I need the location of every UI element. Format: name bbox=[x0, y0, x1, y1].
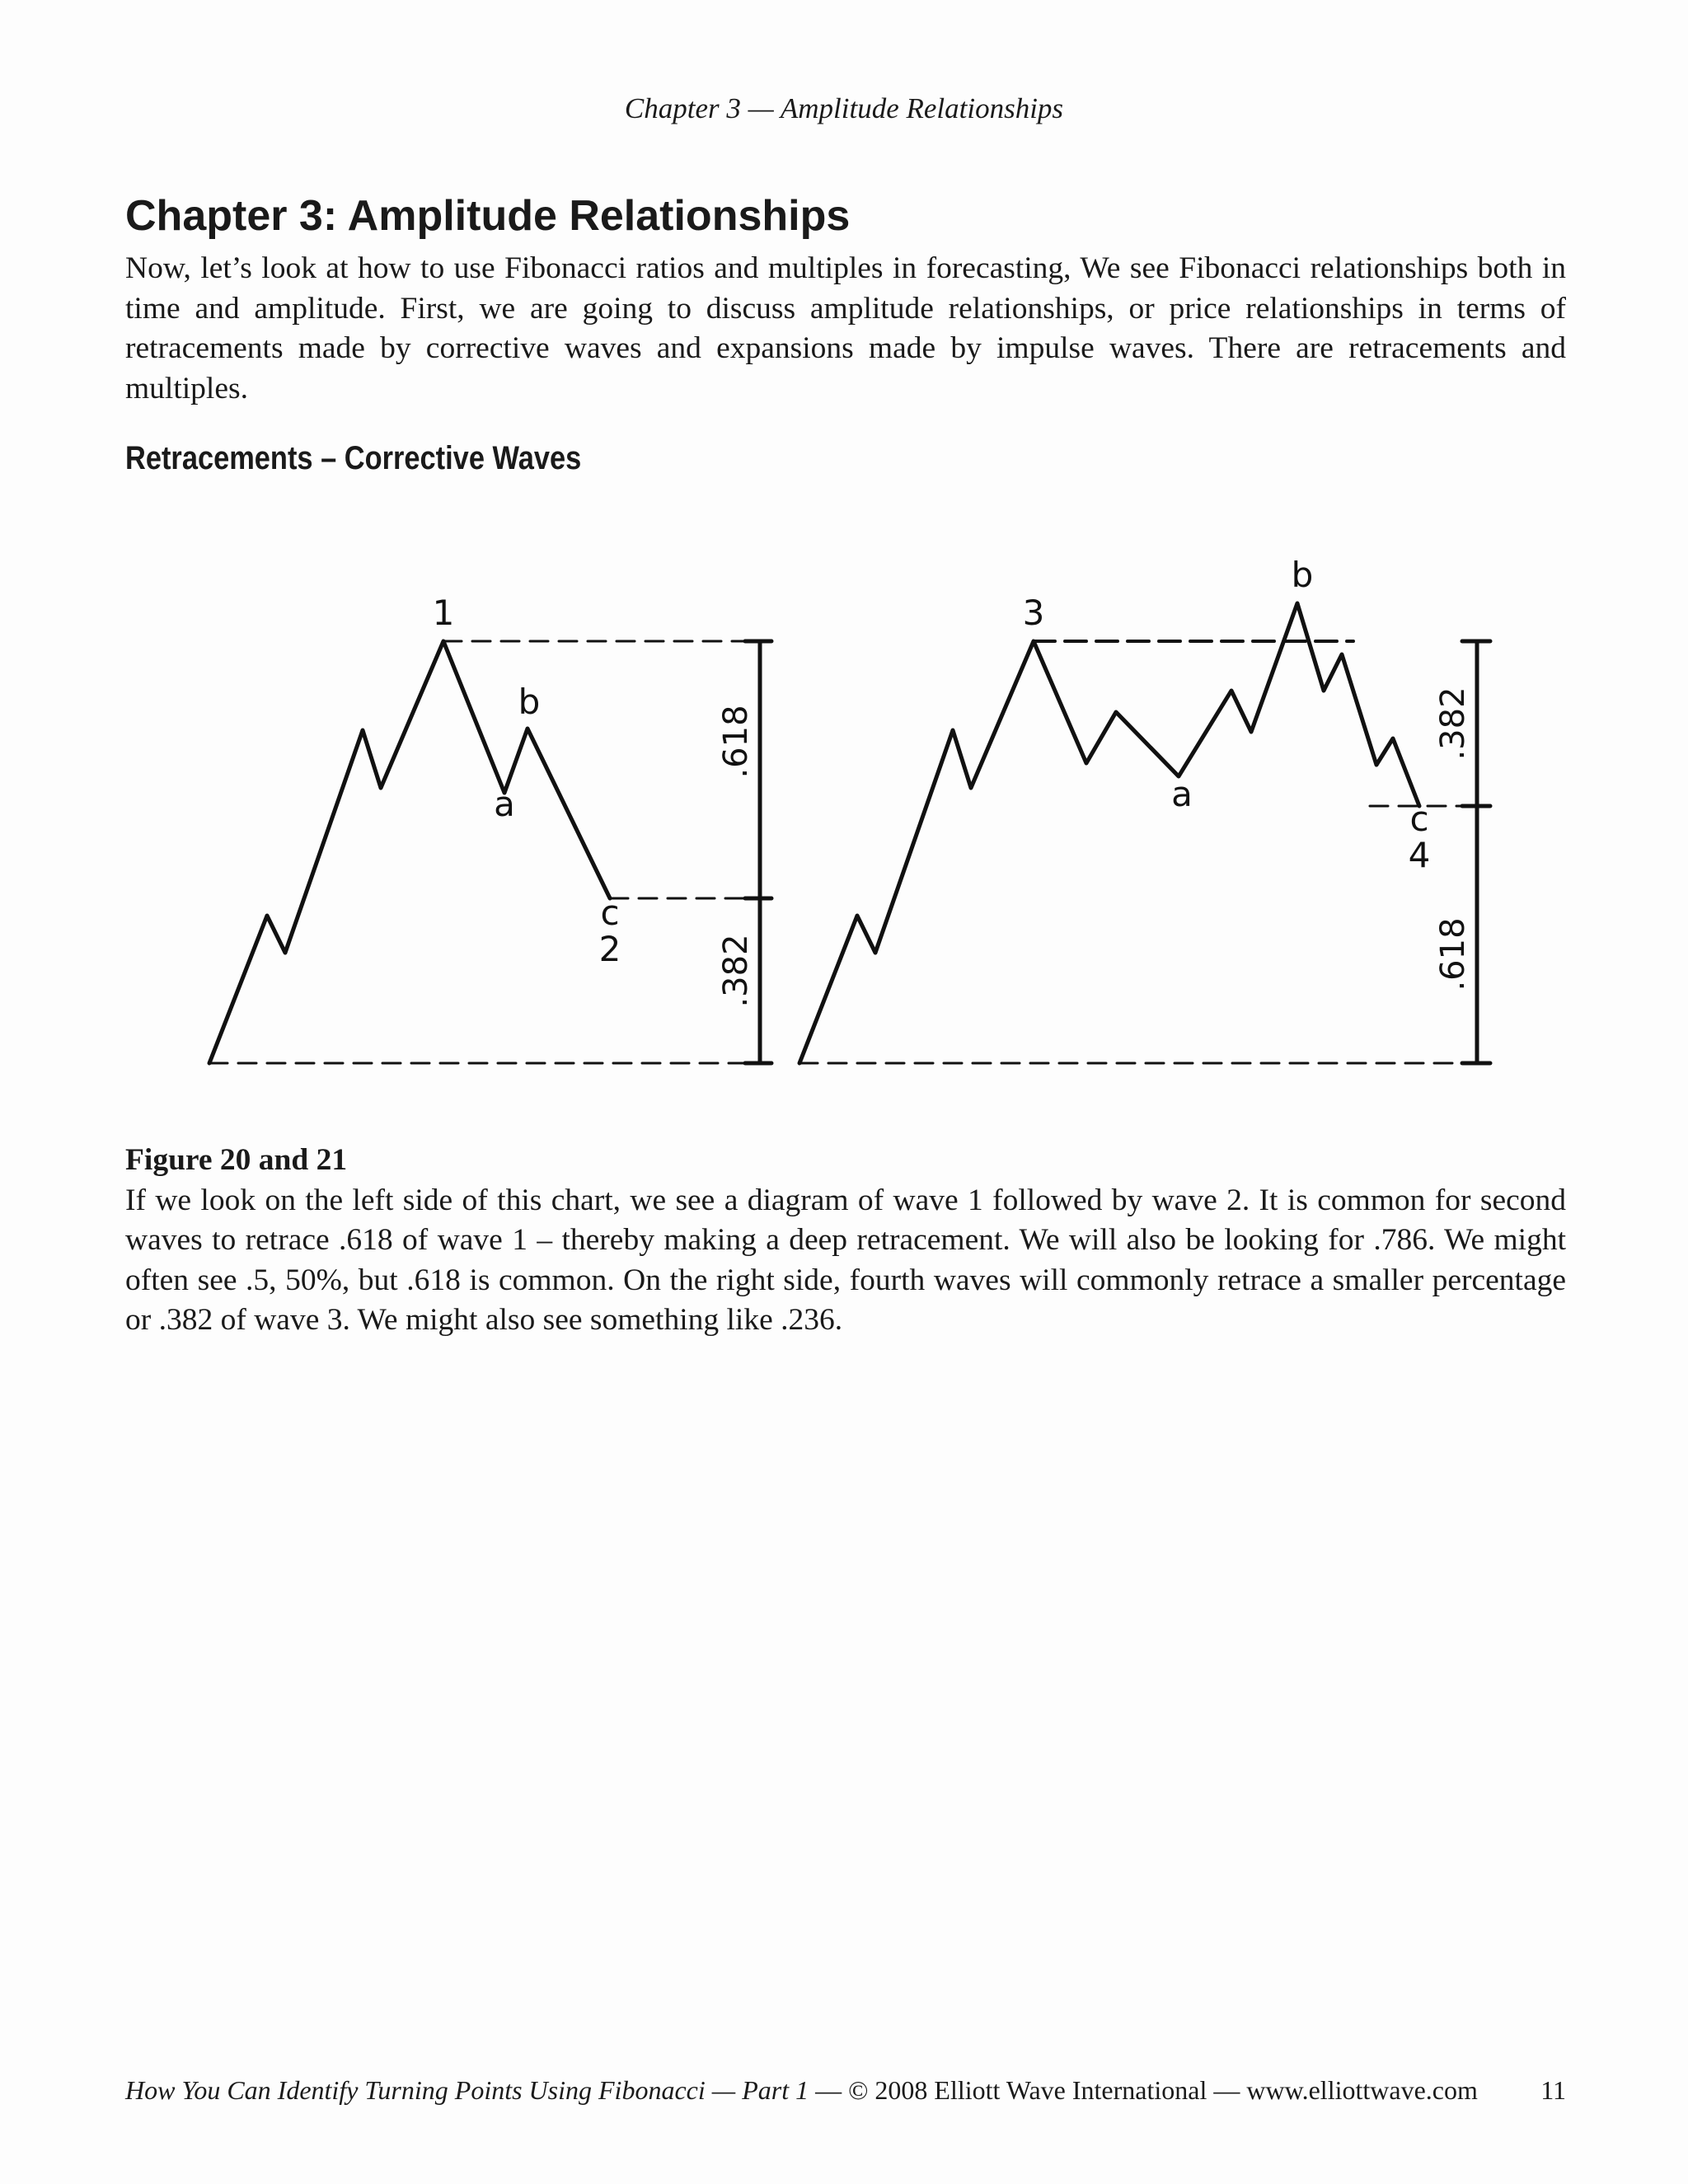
right-label-a: a bbox=[1171, 774, 1193, 814]
left-label-wave-end: 2 bbox=[598, 929, 621, 969]
section-heading: Retracements – Corrective Waves bbox=[125, 440, 582, 476]
left-label-b: b bbox=[518, 682, 541, 722]
figure-caption bbox=[125, 1141, 1566, 1341]
chapter-title: Chapter 3: Amplitude Relationships bbox=[125, 192, 851, 240]
caption-title: Figure 20 and 21 bbox=[125, 1143, 348, 1177]
running-header: Chapter 3 — Amplitude Relationships bbox=[624, 92, 1064, 124]
right-label-c: c bbox=[1409, 799, 1429, 839]
left-ratio-upper: .618 bbox=[717, 705, 755, 779]
page-number: 11 bbox=[1540, 2075, 1566, 2105]
caption-paragraph: If we look on the left side of this chart, we see a diagram of wave 1 followed by wave 2. It is common for second waves to retrace .618 of wave 1 – thereby making a deep retracement. We will also be looking for .786. We might often see .5, 50%, but .618 is common. On the right side, fourth waves will commonly retrace a smaller percentage or .382 of wave 3. We might also see something like .236. bbox=[125, 1183, 1566, 1337]
right-label-wave-top: 3 bbox=[1022, 593, 1045, 633]
right-label-wave-end: 4 bbox=[1408, 835, 1431, 875]
wave-figure bbox=[190, 544, 1525, 1088]
running-footer bbox=[125, 2075, 1566, 2106]
left-ratio-lower: .382 bbox=[717, 934, 755, 1008]
right-label-b: b bbox=[1291, 555, 1314, 595]
right-ratio-upper: .382 bbox=[1434, 687, 1472, 761]
left-wave-path bbox=[209, 641, 610, 1063]
footer-copyright: — © 2008 Elliott Wave International — www.elliottwave.com bbox=[809, 2075, 1478, 2105]
left-label-a: a bbox=[494, 784, 515, 824]
left-label-wave-top: 1 bbox=[432, 593, 455, 633]
main-content bbox=[125, 188, 1566, 480]
right-ratio-lower: .618 bbox=[1434, 917, 1472, 991]
left-label-c: c bbox=[600, 893, 620, 933]
intro-paragraph: Now, let’s look at how to use Fibonacci ratios and multiples in forecasting, We see Fibonacci relationships both in time and amplitude. First, we are going to discuss amplitude relationships, or price relationships in terms of retracements made by corrective waves and expansions made by impulse waves. There are retracements and multiples. bbox=[125, 251, 1566, 405]
wave-diagram-svg bbox=[190, 544, 1525, 1088]
footer-book-title: How You Can Identify Turning Points Using Fibonacci — Part 1 bbox=[125, 2075, 809, 2105]
right-wave-path bbox=[799, 603, 1419, 1063]
